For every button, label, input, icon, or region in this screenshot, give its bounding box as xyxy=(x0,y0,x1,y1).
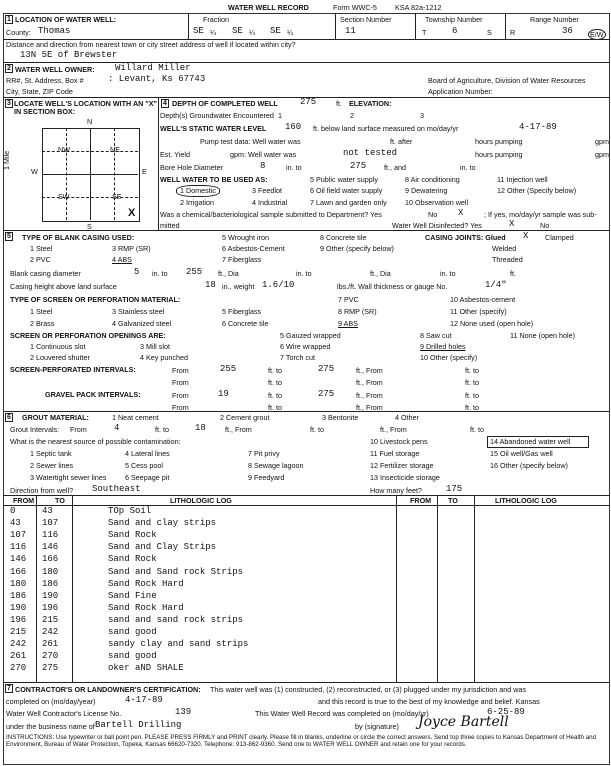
chem-if-yes: ; If yes, mo/day/yr sample was sub- xyxy=(484,210,597,219)
log-row-description: Sand Rock Hard xyxy=(108,578,184,589)
static-date: 4-17-89 xyxy=(519,122,557,132)
source-other: 16 Other (specify below) xyxy=(490,461,568,470)
screen-none: 12 None used (open hole) xyxy=(450,319,534,328)
contamination-label: What is the nearest source of possible contamination: xyxy=(10,437,181,446)
well-location-x: X xyxy=(128,207,136,219)
distance-value: 13N 5E of Brewster xyxy=(20,50,118,60)
casing-wrought: 5 Wrought iron xyxy=(222,233,270,242)
bore-label: Bore Hole Diameter xyxy=(160,163,224,172)
log-row-from: 180 xyxy=(10,578,27,589)
casing-lbs: lbs./ft. Wall thickness or gauge No. xyxy=(337,282,448,291)
section-grid-h xyxy=(42,174,138,175)
log-row-description: TOp Soil xyxy=(108,506,152,516)
gravel-to-label-4: ft. to xyxy=(465,403,479,412)
casing-rmp: 3 RMP (SR) xyxy=(112,244,151,253)
log-row-to: 261 xyxy=(42,639,59,650)
south-label: S xyxy=(87,222,92,231)
log-row-description: Sand Rock xyxy=(108,554,157,565)
owner-address: : Levant, Ks 67743 xyxy=(108,74,206,84)
divider xyxy=(3,62,609,63)
quarter-mark-2: ¼ xyxy=(249,28,255,37)
use-domestic: 1 Domestic xyxy=(180,186,216,195)
section-number-4: 4 xyxy=(163,100,167,107)
opening-louvered: 2 Louvered shutter xyxy=(30,353,90,362)
township-label: Township Number xyxy=(425,15,483,24)
casing-concrete: 8 Concrete tile xyxy=(320,233,367,242)
disinfected-label: Water Well Disinfected? Yes xyxy=(392,221,482,230)
divider xyxy=(188,13,189,39)
grout-to-label-2: ft. to xyxy=(310,425,324,434)
se-label: SE xyxy=(112,192,122,201)
log-row-to: 196 xyxy=(42,602,59,613)
log-header-2: LITHOLOGIC LOG xyxy=(495,496,557,505)
range-ew-circled: E/W xyxy=(590,30,604,39)
casing-steel: 1 Steel xyxy=(30,244,53,253)
screen-from-label-2: From xyxy=(172,378,189,387)
source-watertight: 3 Watertight sewer lines xyxy=(30,473,107,482)
log-row-description: Sand and Clay Strips xyxy=(108,542,217,553)
log-row-from: 43 xyxy=(10,518,21,529)
screen-to-label-2: ft. to xyxy=(465,366,479,375)
log-col-divider xyxy=(437,495,438,682)
static-level-value: 160 xyxy=(285,122,302,132)
nw-label: NW xyxy=(58,145,70,154)
business-label: under the business name of xyxy=(6,722,95,731)
source-cess: 5 Cess pool xyxy=(125,461,163,470)
joints-welded: Welded xyxy=(492,244,517,253)
source-feedyard: 9 Feedyard xyxy=(248,473,285,482)
screen-other: 11 Other (specify) xyxy=(450,307,507,316)
yield-label: Est. Yield xyxy=(160,150,190,159)
gravel-from: 19 xyxy=(218,389,229,399)
cert-line-3: This Water Well Record was completed on (mo/day/yr) xyxy=(255,709,429,718)
grout-ft-from: ft., From xyxy=(225,425,252,434)
joints-clamped: Clamped xyxy=(545,233,574,242)
divider xyxy=(158,97,159,230)
gravel-label: GRAVEL PACK INTERVALS: xyxy=(45,390,141,399)
elevation-label: ELEVATION: xyxy=(349,99,392,108)
screen-rmp: 8 RMP (SR) xyxy=(338,307,377,316)
source-seepage: 6 Seepage pit xyxy=(125,473,170,482)
bore-to-label: in. to xyxy=(286,163,302,172)
cert-line-1: This water well was (1) constructed, (2) reconstructed, or (3) plugged under my jurisdiction and was xyxy=(210,685,526,694)
log-row-to: 215 xyxy=(42,614,59,625)
log-row-to: 270 xyxy=(42,651,59,662)
gravel-from-label: From xyxy=(172,391,189,400)
source-abandoned-well: 14 Abandoned water well xyxy=(490,437,571,446)
opening-gauzed: 5 Gauzed wrapped xyxy=(280,331,341,340)
sw-label: SW xyxy=(58,192,70,201)
opening-key: 4 Key punched xyxy=(140,353,188,362)
log-to-header: TO xyxy=(55,496,65,505)
casing-dia-rest: ft., Dia xyxy=(218,269,239,278)
grout-bentonite: 3 Bentonite xyxy=(322,413,359,422)
record-date: 6-25-89 xyxy=(487,707,525,717)
screen-intervals-label: SCREEN-PERFORATED INTERVALS: xyxy=(10,365,136,374)
screen-label: TYPE OF SCREEN OR PERFORATION MATERIAL: xyxy=(10,295,181,304)
casing-diameter-to: in. to xyxy=(152,269,168,278)
yield-gpm: gpm: Well water was xyxy=(230,150,297,159)
location-label: LOCATION OF WATER WELL: xyxy=(15,15,117,24)
log-from-header-2: FROM xyxy=(410,496,432,505)
board-label: Board of Agriculture, Division of Water Resources xyxy=(428,76,586,85)
signature: Joyce Bartell xyxy=(418,714,509,730)
pump-test-label: Pump test data: Well water was xyxy=(200,137,301,146)
screen-to: 275 xyxy=(318,364,335,374)
screen-fiberglass: 5 Fiberglass xyxy=(222,307,262,316)
range-value: 36 xyxy=(562,26,573,36)
casing-height-label: Casing height above land surface xyxy=(10,282,117,291)
source-sewer: 2 Sewer lines xyxy=(30,461,74,470)
log-row-description: Sand Rock Hard xyxy=(108,602,184,613)
divider xyxy=(415,13,416,39)
disinfected-x: X xyxy=(509,219,515,229)
gpm-1: gpm xyxy=(595,137,609,146)
divider xyxy=(335,13,336,39)
distance-label: Distance and direction from nearest town or city street address of well if located within city? xyxy=(6,40,296,49)
log-col-divider xyxy=(36,495,37,682)
casing-weight-label: in., weight xyxy=(222,282,255,291)
grout-to: 18 xyxy=(195,423,206,433)
casing-weight: 1.6/10 xyxy=(262,280,295,290)
mitted: mitted xyxy=(160,221,180,230)
casing-fiberglass: 7 Fiberglass xyxy=(222,255,262,264)
quarter-mark-1: ¼ xyxy=(210,28,216,37)
grout-neat: 1 Neat cement xyxy=(112,413,159,422)
depth-unit: ft. xyxy=(336,99,342,108)
opening-none: 11 None (open hole) xyxy=(510,331,575,340)
grout-from: 4 xyxy=(114,423,120,433)
fraction-2: SE xyxy=(232,26,243,36)
log-row-from: 0 xyxy=(10,506,16,516)
hours-pumping-2: hours pumping xyxy=(475,150,523,159)
signature-label: by (signature) xyxy=(355,722,399,731)
log-to-header-2: TO xyxy=(448,496,458,505)
log-row-to: 180 xyxy=(42,566,59,577)
source-pit-privy: 7 Pit privy xyxy=(248,449,280,458)
static-suffix: ft. below land surface measured on mo/day/yr xyxy=(313,124,459,133)
city-label: City, State, ZIP Code xyxy=(6,87,73,96)
bore-value: 8 xyxy=(260,161,266,171)
township-s: S xyxy=(487,28,492,37)
opening-wire: 6 Wire wrapped xyxy=(280,342,331,351)
grout-to-label-3: ft. to xyxy=(470,425,484,434)
section-number-2: 2 xyxy=(7,65,11,72)
opening-drilled: 9 Drilled holes xyxy=(420,342,466,351)
joints-glued-x: X xyxy=(523,231,529,241)
owner-name: Willard Miller xyxy=(115,63,191,73)
screen-to-label-4: ft. to xyxy=(465,378,479,387)
section-number-6: 6 xyxy=(7,414,11,421)
grout-to-label: ft. to xyxy=(155,425,169,434)
use-other: 12 Other (Specify below) xyxy=(497,186,577,195)
ne-label: NE xyxy=(110,145,120,154)
license-label: Water Well Contractor's License No. xyxy=(6,709,122,718)
township-t: T xyxy=(422,28,427,37)
casing-diameter-ft: 255 xyxy=(186,267,203,277)
screen-ft-from: ft., From xyxy=(356,366,383,375)
casing-diameter-label: Blank casing diameter xyxy=(10,269,81,278)
chem-sample-label: Was a chemical/bacteriological sample submitted to Department? Yes xyxy=(160,210,382,219)
screen-brass: 2 Brass xyxy=(30,319,55,328)
log-row-description: sand and sand rock strips xyxy=(108,614,244,625)
completed-date: 4-17-89 xyxy=(125,695,163,705)
source-fuel: 11 Fuel storage xyxy=(370,449,420,458)
section-number-3: 3 xyxy=(7,100,11,107)
log-row-to: 107 xyxy=(42,518,59,529)
divider xyxy=(3,230,609,231)
gravel-to-label: ft. to xyxy=(268,391,282,400)
screen-stainless: 3 Stainless steel xyxy=(112,307,165,316)
hours-pumping-1: hours pumping xyxy=(475,137,523,146)
gravel-to-label-2: ft. to xyxy=(465,391,479,400)
log-row-description: sandy clay and sand strips xyxy=(108,639,249,650)
cert-line-2: and this record is true to the best of my knowledge and belief. Kansas xyxy=(318,697,540,706)
casing-asbestos: 6 Asbestos-Cement xyxy=(222,244,285,253)
gravel-from-label-2: From xyxy=(172,403,189,412)
section-box-label: LOCATE WELL'S LOCATION WITH AN "X" IN SECTION BOX: xyxy=(14,99,157,116)
source-septic: 1 Septic tank xyxy=(30,449,72,458)
log-row-from: 107 xyxy=(10,530,27,541)
bore-and: ft., and xyxy=(384,163,406,172)
use-air: 8 Air conditioning xyxy=(405,175,460,184)
county-label: County: xyxy=(6,28,31,37)
gravel-to-label-3: ft. to xyxy=(268,403,282,412)
section-value: 11 xyxy=(345,26,356,36)
screen-from: 255 xyxy=(220,364,237,374)
range-r: R xyxy=(510,28,516,37)
uses-label: WELL WATER TO BE USED AS: xyxy=(160,175,268,184)
grout-from-label: From xyxy=(70,425,87,434)
completed-label: completed on (mo/day/year) xyxy=(6,697,96,706)
divider xyxy=(3,682,609,683)
divider xyxy=(3,505,609,506)
source-insecticide: 13 Insecticide storage xyxy=(370,473,440,482)
use-injection: 11 Injection well xyxy=(497,175,548,184)
casing-diameter: 5 xyxy=(134,267,140,277)
log-row-from: 242 xyxy=(10,639,27,650)
section-number-1: 1 xyxy=(7,16,11,23)
screen-steel: 1 Steel xyxy=(30,307,53,316)
grout-ft-from-2: ft., From xyxy=(380,425,407,434)
screen-ft-from-2: ft., From xyxy=(356,378,383,387)
grout-cement: 2 Cement grout xyxy=(220,413,270,422)
gravel-to: 275 xyxy=(318,389,335,399)
openings-label: SCREEN OR PERFORATION OPENINGS ARE: xyxy=(10,331,166,340)
log-row-to: 190 xyxy=(42,590,59,601)
grout-label: GROUT MATERIAL: xyxy=(22,413,89,422)
log-row-description: Sand and clay strips xyxy=(108,518,217,529)
opening-saw: 8 Saw cut xyxy=(420,331,452,340)
log-row-to: 43 xyxy=(42,506,53,516)
casing-ft: ft. xyxy=(510,269,516,278)
abandoned-well-box xyxy=(487,436,589,448)
log-row-from: 166 xyxy=(10,566,27,577)
depth-label: DEPTH OF COMPLETED WELL xyxy=(172,99,278,108)
west-label: W xyxy=(31,167,38,176)
log-row-from: 196 xyxy=(10,614,27,625)
not-tested: not tested xyxy=(343,148,398,158)
use-oilfield: 6 Oil field water supply xyxy=(310,186,383,195)
cert-label: CONTRACTOR'S OR LANDOWNER'S CERTIFICATION: xyxy=(15,685,201,694)
domestic-circled xyxy=(176,185,220,197)
instructions: INSTRUCTIONS: Use typewriter or ball point pen. PLEASE PRESS FIRMLY and PRINT clearly. Please fill in blanks, underline or circle the correct answers. Send top three copies to Kansas Department of Health and Environment, Bureau of Water Protection, Topeka, Kansas 66620-7320. Telephone: 913-862-9360. Send one to WATER WELL OWNER and retain one for your records. xyxy=(6,734,597,749)
log-row-to: 116 xyxy=(42,530,59,541)
fraction-label: Fraction xyxy=(203,15,229,24)
gpm-2: gpm xyxy=(595,150,609,159)
log-row-from: 215 xyxy=(10,627,27,637)
bore-in-to: in. to xyxy=(460,163,476,172)
log-row-from: 261 xyxy=(10,651,27,662)
section-grid-h-dashed xyxy=(42,197,138,198)
how-many-label: How many feet? xyxy=(370,486,422,495)
log-col-divider xyxy=(396,495,397,682)
chem-x: X xyxy=(458,208,464,218)
section-grid-h-dashed xyxy=(42,151,138,152)
mile-label: 1 Mile xyxy=(2,150,11,170)
casing-in-to-2: in. to xyxy=(440,269,456,278)
license-number: 139 xyxy=(175,707,192,717)
screen-to-label: ft. to xyxy=(268,366,282,375)
log-row-from: 270 xyxy=(10,663,27,674)
joints-threaded: Threaded xyxy=(492,255,523,264)
owner-label: WATER WELL OWNER: xyxy=(15,65,95,74)
source-lagoon: 8 Sewage lagoon xyxy=(248,461,304,470)
log-row-description: oker aND SHALE xyxy=(108,663,184,674)
log-row-description: sand good xyxy=(108,627,157,637)
log-row-to: 242 xyxy=(42,627,59,637)
screen-abs: 9 ABS xyxy=(338,319,358,328)
bore-to-value: 275 xyxy=(350,161,367,171)
log-col-divider xyxy=(72,495,73,682)
section-grid-v-dashed xyxy=(114,128,115,220)
gw-1: 1 xyxy=(278,111,282,120)
divider xyxy=(505,13,506,39)
gw-3: 3 xyxy=(420,111,424,120)
opening-mill: 3 Mill slot xyxy=(140,342,170,351)
opening-continuous: 1 Continuous slot xyxy=(30,342,86,351)
gw-2: 2 xyxy=(350,111,354,120)
log-row-description: sand good xyxy=(108,651,157,662)
opening-other: 10 Other (specify) xyxy=(420,353,478,362)
direction-value: Southeast xyxy=(92,484,141,494)
static-level-label: WELL'S STATIC WATER LEVEL xyxy=(160,124,267,133)
source-oil-well: 15 Oil well/Gas well xyxy=(490,449,553,458)
gravel-ft-from-2: ft., From xyxy=(356,403,383,412)
log-row-to: 275 xyxy=(42,663,59,674)
use-feedlot: 3 Feedlot xyxy=(252,186,282,195)
use-lawn: 7 Lawn and garden only xyxy=(310,198,387,207)
divider xyxy=(3,411,609,412)
source-livestock: 10 Livestock pens xyxy=(370,437,428,446)
screen-concrete: 6 Concrete tile xyxy=(222,319,269,328)
screen-pvc: 7 PVC xyxy=(338,295,359,304)
joints-label: CASING JOINTS: Glued xyxy=(425,233,506,242)
chem-no: No xyxy=(428,210,438,219)
form-ksa: KSA 82a-1212 xyxy=(395,3,442,12)
quarter-mark-3: ¼ xyxy=(287,28,293,37)
casing-in-to: in. to xyxy=(296,269,312,278)
use-irrigation: 2 Irrigation xyxy=(180,198,214,207)
screen-asbestos: 10 Asbestos-cement xyxy=(450,295,516,304)
how-many-value: 175 xyxy=(446,484,463,494)
log-row-description: Sand Rock xyxy=(108,530,157,541)
use-industrial: 4 Industrial xyxy=(252,198,288,207)
grout-other: 4 Other xyxy=(395,413,419,422)
east-label: E xyxy=(142,167,147,176)
log-row-description: Sand and Sand rock Strips xyxy=(108,566,244,577)
log-row-from: 146 xyxy=(10,554,27,565)
casing-pvc: 2 PVC xyxy=(30,255,51,264)
depth-value: 275 xyxy=(300,97,317,107)
casing-height: 18 xyxy=(205,280,216,290)
fraction-1: SE xyxy=(193,26,204,36)
section-grid-v-dashed xyxy=(66,128,67,220)
casing-ft-dia: ft., Dia xyxy=(370,269,391,278)
form-number: Form WWC-5 xyxy=(333,3,377,12)
range-label: Range Number xyxy=(530,15,579,24)
section-number-label: Section Number xyxy=(340,15,392,24)
screen-to-label-3: ft. to xyxy=(268,378,282,387)
fraction-3: SE xyxy=(270,26,281,36)
log-from-header: FROM xyxy=(13,496,35,505)
rr-label: RR#, St. Address, Box # xyxy=(6,76,84,85)
section-number-5: 5 xyxy=(7,233,11,240)
log-row-to: 166 xyxy=(42,554,59,565)
opening-torch: 7 Torch cut xyxy=(280,353,316,362)
log-row-description: Sand Fine xyxy=(108,590,157,601)
application-label: Application Number: xyxy=(428,87,493,96)
log-row-from: 186 xyxy=(10,590,27,601)
log-row-from: 190 xyxy=(10,602,27,613)
log-header: LITHOLOGIC LOG xyxy=(170,496,232,505)
log-row-to: 186 xyxy=(42,578,59,589)
business-name: Bartell Drilling xyxy=(95,720,182,730)
log-row-from: 116 xyxy=(10,542,27,553)
screen-from-label: From xyxy=(172,366,189,375)
casing-other: 9 Other (specify below) xyxy=(320,244,394,253)
use-observation: 10 Observation well xyxy=(405,198,469,207)
use-public: 5 Public water supply xyxy=(310,175,378,184)
township-value: 6 xyxy=(452,26,458,36)
casing-abs: 4 ABS xyxy=(112,255,132,264)
source-lateral: 4 Lateral lines xyxy=(125,449,170,458)
section-number-7: 7 xyxy=(7,685,11,692)
log-row-to: 146 xyxy=(42,542,59,553)
north-label: N xyxy=(87,117,93,126)
source-fertilizer: 12 Fertilizer storage xyxy=(370,461,434,470)
gravel-ft-from: ft., From xyxy=(356,391,383,400)
direction-label: Direction from well? xyxy=(10,486,74,495)
use-dewatering: 9 Dewatering xyxy=(405,186,448,195)
groundwater-label: Depth(s) Groundwater Encountered xyxy=(160,111,274,120)
pump-after: ft. after xyxy=(390,137,413,146)
grout-intervals-label: Grout Intervals: xyxy=(10,425,60,434)
county-value: Thomas xyxy=(38,26,71,36)
screen-galvanized: 4 Galvanized steel xyxy=(112,319,172,328)
disinfected-no: No xyxy=(540,221,550,230)
form-title: WATER WELL RECORD xyxy=(228,3,309,12)
section-grid xyxy=(42,128,140,222)
log-col-divider xyxy=(474,495,475,682)
casing-label: TYPE OF BLANK CASING USED: xyxy=(22,233,135,242)
casing-gauge: 1/4" xyxy=(485,280,507,290)
